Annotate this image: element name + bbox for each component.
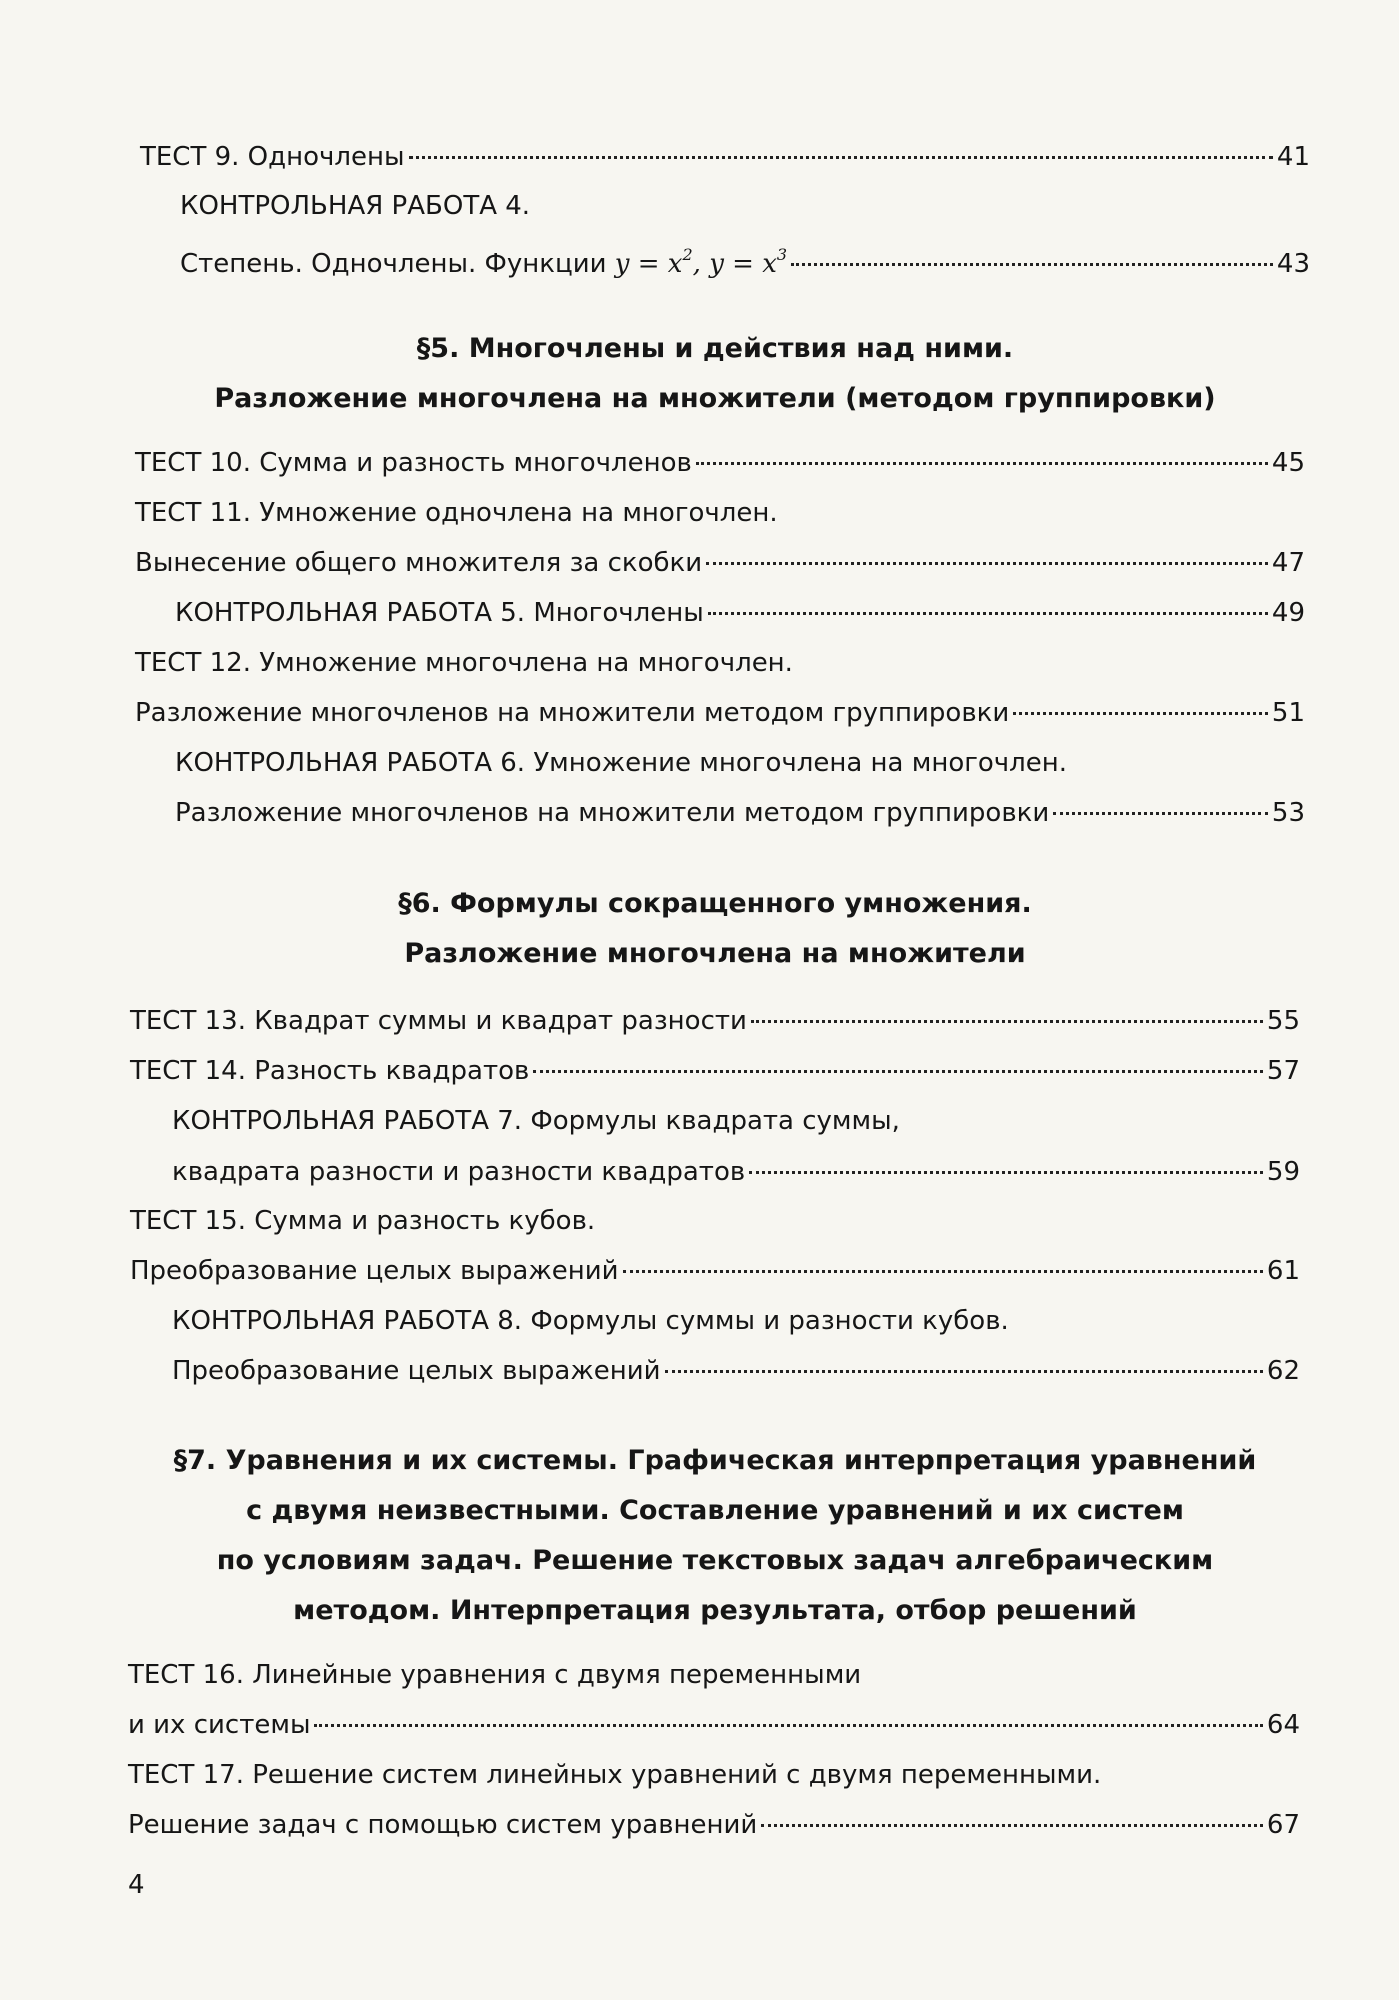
toc-entry-page: 49 (1271, 598, 1305, 628)
leader-dots (708, 612, 1268, 615)
leader-dots (665, 1370, 1263, 1373)
toc-entry-title: и их системы (128, 1710, 311, 1740)
toc-entry-page: 57 (1266, 1056, 1300, 1086)
toc-entry[interactable] (180, 189, 1310, 223)
toc-entry[interactable] (175, 796, 1305, 830)
toc-entry[interactable] (172, 1354, 1300, 1388)
leader-dots (314, 1724, 1262, 1727)
toc-entry-title: КОНТРОЛЬНАЯ РАБОТА 6. Умножение многочлена на многочлен. (175, 748, 1068, 778)
section-heading: Разложение многочлена на множители (методом группировки) (214, 383, 1216, 414)
leader-dots (1053, 812, 1268, 815)
toc-entry-title: Решение задач с помощью систем уравнений (128, 1810, 758, 1840)
toc-entry-page: 67 (1266, 1810, 1300, 1840)
toc-entry-page: 59 (1266, 1157, 1300, 1187)
toc-entry-title: ТЕСТ 9. Одночлены (140, 142, 405, 172)
toc-entry-page: 61 (1266, 1256, 1300, 1286)
toc-entry[interactable] (128, 1758, 1300, 1792)
leader-dots (761, 1824, 1263, 1827)
formula: $y = x^2$, $y = x^3$ (614, 245, 788, 279)
toc-entry-title: ТЕСТ 17. Решение систем линейных уравнений с двумя переменными. (128, 1760, 1102, 1790)
toc-entry[interactable] (130, 1054, 1300, 1088)
toc-entry-page: 41 (1276, 142, 1310, 172)
leader-dots (706, 562, 1268, 565)
toc-entry[interactable] (130, 1254, 1300, 1288)
leader-dots (409, 156, 1273, 159)
toc-entry-title: КОНТРОЛЬНАЯ РАБОТА 5. Многочлены (175, 598, 704, 628)
section-heading: методом. Интерпретация результата, отбор решений (293, 1595, 1137, 1626)
section-heading: с двумя неизвестными. Составление уравнений и их систем (246, 1495, 1184, 1526)
page-number: 4 (128, 1870, 145, 1900)
toc-entry[interactable] (130, 1004, 1300, 1038)
toc-entry[interactable] (128, 1708, 1300, 1742)
leader-dots (623, 1270, 1263, 1273)
toc-entry-title: Вынесение общего множителя за скобки (135, 548, 703, 578)
toc-entry[interactable] (135, 696, 1305, 730)
toc-entry[interactable] (135, 546, 1305, 580)
toc-entry[interactable] (128, 1808, 1300, 1842)
toc-entry[interactable] (175, 596, 1305, 630)
toc-entry[interactable] (140, 140, 1310, 174)
toc-entry-title: ТЕСТ 13. Квадрат суммы и квадрат разности (130, 1006, 747, 1036)
toc-entry-page: 45 (1271, 448, 1305, 478)
leader-dots (791, 263, 1273, 266)
toc-entry-page: 55 (1266, 1006, 1300, 1036)
toc-entry-title: Преобразование целых выражений (172, 1356, 661, 1386)
leader-dots (1013, 712, 1268, 715)
toc-entry-title: Разложение многочленов на множители методом группировки (175, 798, 1050, 828)
toc-entry[interactable] (135, 496, 1305, 530)
toc-entry[interactable] (180, 238, 1310, 281)
leader-dots (696, 462, 1268, 465)
toc-entry[interactable] (135, 646, 1305, 680)
toc-entry[interactable] (172, 1304, 1300, 1338)
leader-dots (749, 1171, 1263, 1174)
leader-dots (533, 1070, 1263, 1073)
section-heading: §7. Уравнения и их системы. Графическая интерпретация уравнений (173, 1445, 1257, 1476)
toc-entry[interactable] (128, 1658, 1300, 1692)
section-heading: §5. Многочлены и действия над ними. (416, 333, 1014, 364)
toc-entry-page: 47 (1271, 548, 1305, 578)
toc-entry-page: 64 (1266, 1710, 1300, 1740)
toc-entry-title: КОНТРОЛЬНАЯ РАБОТА 4. (180, 191, 531, 221)
toc-entry-page: 43 (1276, 249, 1310, 279)
toc-entry[interactable] (172, 1155, 1300, 1189)
toc-entry[interactable] (172, 1104, 1300, 1138)
toc-entry[interactable] (175, 746, 1305, 780)
toc-entry-page: 51 (1271, 698, 1305, 728)
toc-entry-title: ТЕСТ 11. Умножение одночлена на многочлен. (135, 498, 778, 528)
toc-entry-title: ТЕСТ 10. Сумма и разность многочленов (135, 448, 692, 478)
toc-entry[interactable] (135, 446, 1305, 480)
toc-entry-title: КОНТРОЛЬНАЯ РАБОТА 7. Формулы квадрата суммы, (172, 1106, 900, 1136)
section-heading: по условиям задач. Решение текстовых задач алгебраическим (216, 1545, 1214, 1576)
toc-entry-title: ТЕСТ 16. Линейные уравнения с двумя переменными (128, 1660, 862, 1690)
toc-entry-title: ТЕСТ 15. Сумма и разность кубов. (130, 1206, 596, 1236)
toc-entry-title: Степень. Одночлены. Функции $y = x^2$, $y = x^3$ (180, 245, 788, 279)
toc-entry-title: ТЕСТ 14. Разность квадратов (130, 1056, 530, 1086)
toc-entry-title: КОНТРОЛЬНАЯ РАБОТА 8. Формулы суммы и разности кубов. (172, 1306, 1009, 1336)
toc-entry-title: ТЕСТ 12. Умножение многочлена на многочлен. (135, 648, 793, 678)
toc-entry-page: 53 (1271, 798, 1305, 828)
toc-entry-title: Преобразование целых выражений (130, 1256, 619, 1286)
toc-entry-title: квадрата разности и разности квадратов (172, 1157, 746, 1187)
section-heading: §6. Формулы сокращенного умножения. (398, 888, 1032, 919)
leader-dots (751, 1020, 1263, 1023)
toc-entry-page: 62 (1266, 1356, 1300, 1386)
section-heading: Разложение многочлена на множители (404, 938, 1026, 969)
toc-entry[interactable] (130, 1204, 1300, 1238)
toc-entry-title: Разложение многочленов на множители методом группировки (135, 698, 1010, 728)
